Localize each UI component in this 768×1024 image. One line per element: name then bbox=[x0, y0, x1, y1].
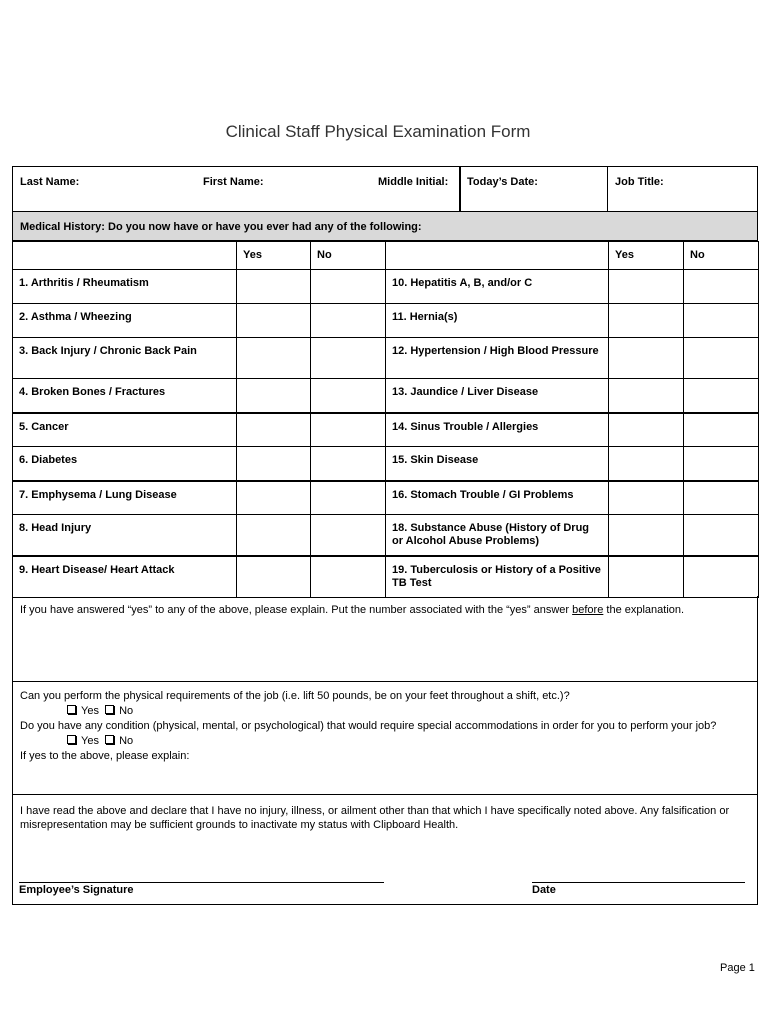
no-header: No bbox=[311, 242, 386, 270]
table-row bbox=[13, 515, 759, 556]
table-row bbox=[13, 304, 759, 338]
physical-question-1: Can you perform the physical requirements of the job (i.e. lift 50 pounds, be on your feet throughout a shift, etc.)? bbox=[20, 690, 570, 702]
todays-date-field[interactable]: Today’s Date: bbox=[467, 176, 538, 188]
no-cell[interactable] bbox=[311, 515, 386, 556]
no-cell[interactable] bbox=[311, 447, 386, 481]
condition-label: 4. Broken Bones / Fractures bbox=[13, 379, 237, 413]
no-cell[interactable] bbox=[311, 379, 386, 413]
no-cell[interactable] bbox=[311, 304, 386, 338]
no-cell[interactable] bbox=[684, 338, 759, 379]
explain-instructions: If you have answered “yes” to any of the above, please explain. Put the number associated with the “yes” answer bbox=[20, 604, 573, 616]
condition-label: 9. Heart Disease/ Heart Attack bbox=[13, 556, 237, 598]
yes-cell[interactable] bbox=[609, 270, 684, 304]
yes-cell[interactable] bbox=[237, 556, 311, 598]
header-cell bbox=[386, 242, 609, 270]
condition-label: 3. Back Injury / Chronic Back Pain bbox=[13, 338, 237, 379]
medical-history-heading: Medical History: Do you now have or have you ever had any of the following: bbox=[12, 212, 758, 241]
condition-label: 2. Asthma / Wheezing bbox=[13, 304, 237, 338]
yes-cell[interactable] bbox=[609, 556, 684, 598]
q1-options bbox=[20, 704, 750, 719]
yes-cell[interactable] bbox=[609, 304, 684, 338]
q2-no-checkbox[interactable] bbox=[105, 735, 114, 744]
no-cell[interactable] bbox=[684, 556, 759, 598]
no-header: No bbox=[684, 242, 759, 270]
q2-options bbox=[20, 734, 750, 749]
table-header-row bbox=[13, 242, 759, 270]
condition-label: 15. Skin Disease bbox=[386, 447, 609, 481]
condition-label: 8. Head Injury bbox=[13, 515, 237, 556]
q1-yes-label: Yes bbox=[81, 705, 99, 717]
table-row bbox=[13, 556, 759, 598]
yes-cell[interactable] bbox=[609, 338, 684, 379]
yes-cell[interactable] bbox=[609, 447, 684, 481]
date-label: Date bbox=[532, 884, 556, 896]
no-cell[interactable] bbox=[684, 304, 759, 338]
yes-cell[interactable] bbox=[609, 515, 684, 556]
no-cell[interactable] bbox=[311, 481, 386, 515]
condition-label: 11. Hernia(s) bbox=[386, 304, 609, 338]
table-row bbox=[13, 270, 759, 304]
q1-no-checkbox[interactable] bbox=[105, 705, 114, 714]
yes-cell[interactable] bbox=[237, 481, 311, 515]
yes-explanation-box[interactable] bbox=[12, 596, 758, 682]
header-row bbox=[12, 166, 758, 212]
medical-history-table bbox=[12, 241, 759, 598]
page-number: Page 1 bbox=[720, 962, 755, 974]
condition-label: 12. Hypertension / High Blood Pressure bbox=[386, 338, 609, 379]
form-title: Clinical Staff Physical Examination Form bbox=[225, 122, 531, 141]
physical-requirements-section bbox=[12, 682, 758, 795]
table-row bbox=[13, 379, 759, 413]
condition-label: 10. Hepatitis A, B, and/or C bbox=[386, 270, 609, 304]
no-cell[interactable] bbox=[684, 481, 759, 515]
job-title-field[interactable]: Job Title: bbox=[615, 176, 664, 188]
condition-label: 7. Emphysema / Lung Disease bbox=[13, 481, 237, 515]
no-cell[interactable] bbox=[311, 413, 386, 447]
condition-label: 18. Substance Abuse (History of Drug or Alcohol Abuse Problems) bbox=[386, 515, 609, 556]
condition-label: 5. Cancer bbox=[13, 413, 237, 447]
table-row bbox=[13, 338, 759, 379]
divider bbox=[607, 167, 608, 211]
no-cell[interactable] bbox=[684, 447, 759, 481]
signature-label: Employee’s Signature bbox=[19, 884, 134, 896]
yes-cell[interactable] bbox=[237, 379, 311, 413]
condition-label: 13. Jaundice / Liver Disease bbox=[386, 379, 609, 413]
table-row bbox=[13, 481, 759, 515]
date-line[interactable] bbox=[532, 882, 745, 883]
physical-question-2: Do you have any condition (physical, mental, or psychological) that would require special accommodations in order for you to perform your job? bbox=[20, 720, 717, 732]
header-cell bbox=[13, 242, 237, 270]
q2-no-label: No bbox=[119, 735, 134, 747]
q1-yes-checkbox[interactable] bbox=[67, 705, 76, 714]
explain-emphasis: before bbox=[572, 604, 604, 616]
q1-no-label: No bbox=[119, 705, 134, 717]
last-name-field[interactable]: Last Name: bbox=[20, 176, 80, 188]
q2-yes-checkbox[interactable] bbox=[67, 735, 76, 744]
yes-cell[interactable] bbox=[237, 270, 311, 304]
yes-header: Yes bbox=[609, 242, 684, 270]
q2-yes-label: Yes bbox=[81, 735, 99, 747]
yes-cell[interactable] bbox=[237, 447, 311, 481]
yes-cell[interactable] bbox=[237, 304, 311, 338]
no-cell[interactable] bbox=[684, 515, 759, 556]
yes-cell[interactable] bbox=[609, 379, 684, 413]
accommodation-explain-label: If yes to the above, please explain: bbox=[20, 750, 190, 762]
yes-cell[interactable] bbox=[237, 515, 311, 556]
first-name-field[interactable]: First Name: bbox=[203, 176, 264, 188]
condition-label: 1. Arthritis / Rheumatism bbox=[13, 270, 237, 304]
no-cell[interactable] bbox=[684, 270, 759, 304]
no-cell[interactable] bbox=[684, 413, 759, 447]
condition-label: 6. Diabetes bbox=[13, 447, 237, 481]
no-cell[interactable] bbox=[311, 338, 386, 379]
divider bbox=[459, 167, 461, 211]
table-row bbox=[13, 413, 759, 447]
signature-line[interactable] bbox=[19, 882, 384, 883]
no-cell[interactable] bbox=[311, 270, 386, 304]
explain-instructions-end: the explanation. bbox=[603, 604, 685, 616]
condition-label: 19. Tuberculosis or History of a Positive TB Test bbox=[386, 556, 609, 598]
yes-header: Yes bbox=[237, 242, 311, 270]
no-cell[interactable] bbox=[311, 556, 386, 598]
no-cell[interactable] bbox=[684, 379, 759, 413]
declaration-text: I have read the above and declare that I have no injury, illness, or ailment other than that which I have specifically noted above. Any falsification or misrepresentation may be sufficient grounds to inactivate my status with Clipboard Health. bbox=[20, 805, 730, 831]
yes-cell[interactable] bbox=[609, 481, 684, 515]
yes-cell[interactable] bbox=[237, 413, 311, 447]
yes-cell[interactable] bbox=[609, 413, 684, 447]
condition-label: 16. Stomach Trouble / GI Problems bbox=[386, 481, 609, 515]
yes-cell[interactable] bbox=[237, 338, 311, 379]
table-row bbox=[13, 447, 759, 481]
condition-label: 14. Sinus Trouble / Allergies bbox=[386, 413, 609, 447]
middle-initial-field[interactable]: Middle Initial: bbox=[378, 176, 449, 188]
